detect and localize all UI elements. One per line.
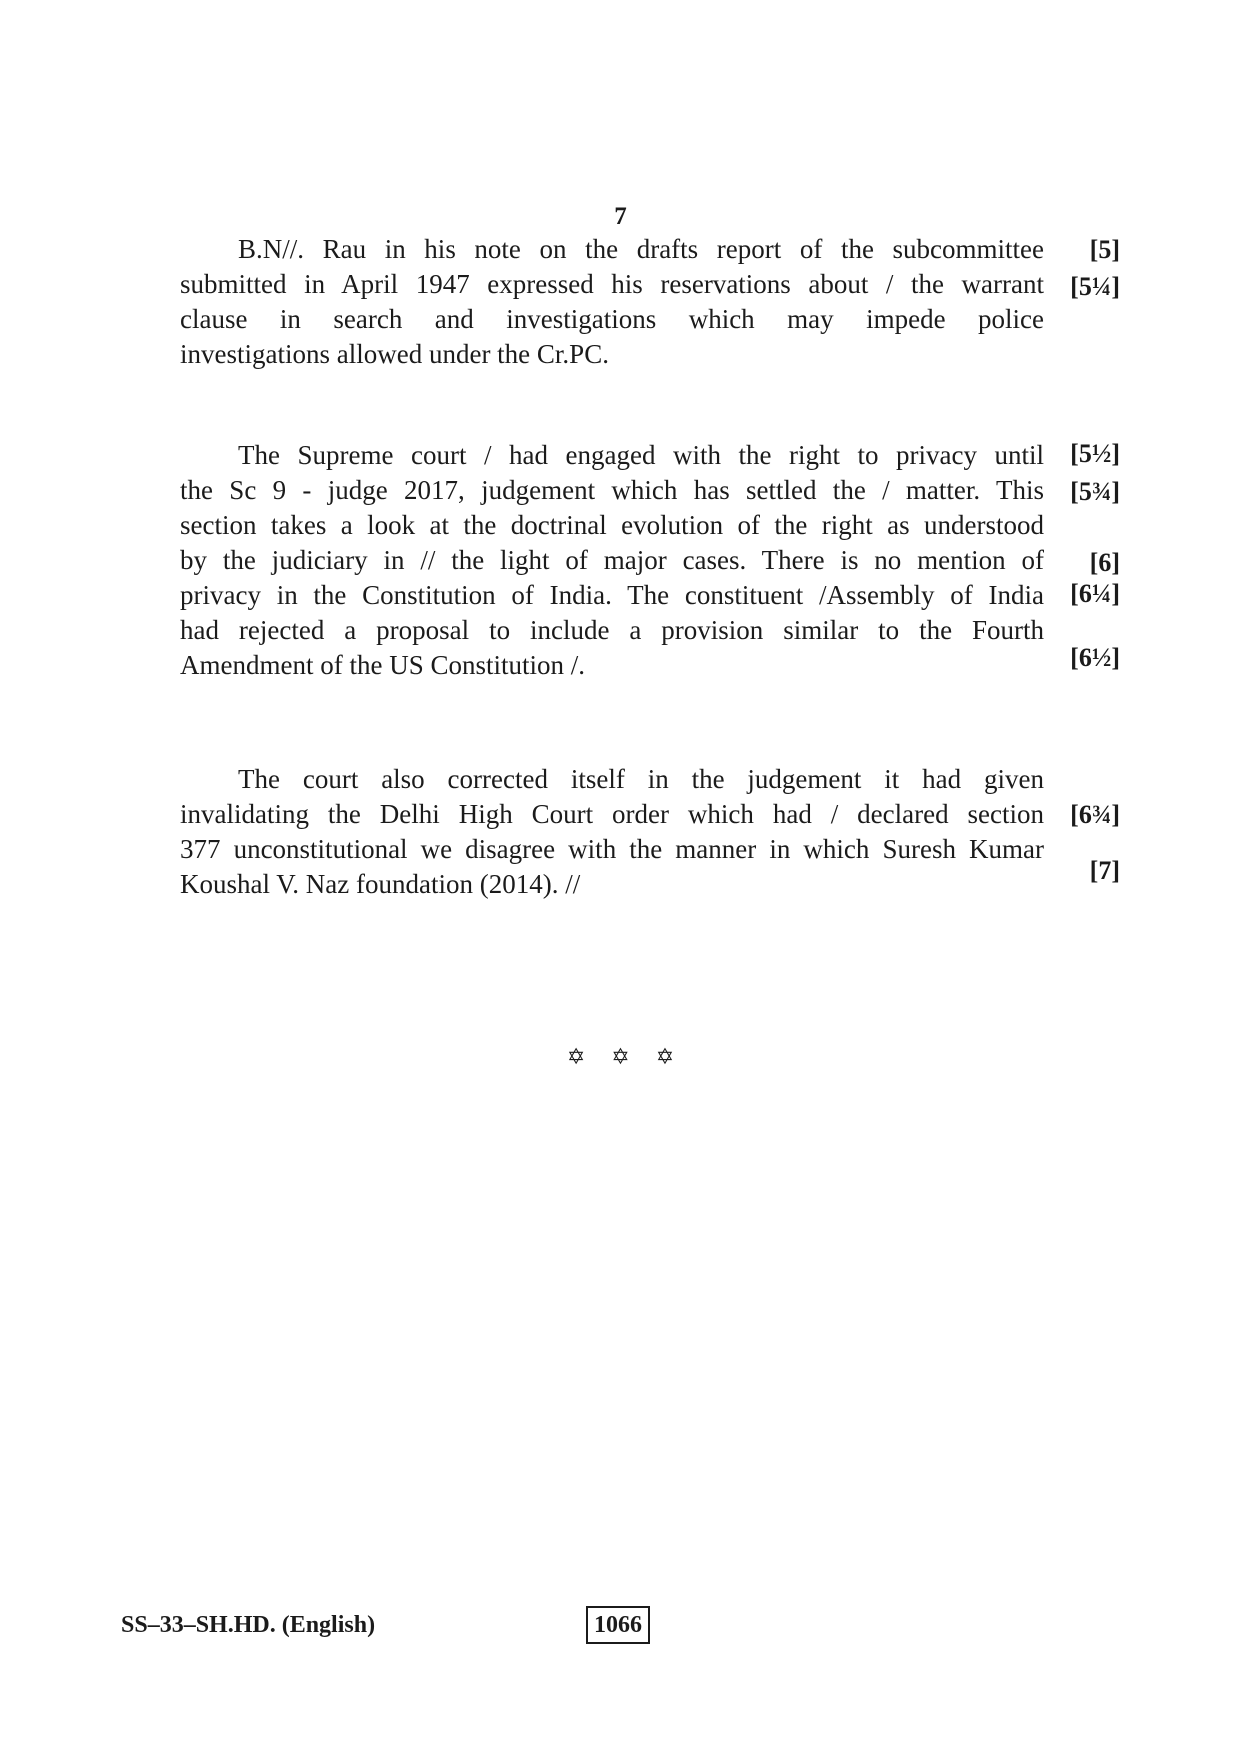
- dictation-marker: [5¼]: [1070, 272, 1120, 301]
- text-line: the Sc 9 - judge 2017, judgement which has settled the / matter. This: [180, 475, 1044, 505]
- dictation-marker: [7]: [1089, 856, 1120, 885]
- text-line: The court also corrected itself in the judgement it had given: [238, 764, 1044, 794]
- dictation-marker: [6½]: [1070, 643, 1120, 672]
- text-line: 377 unconstitutional we disagree with the manner in which Suresh Kumar: [180, 834, 1044, 864]
- footer-code: SS–33–SH.HD. (English): [121, 1612, 376, 1638]
- text-line: invalidating the Delhi High Court order which had / declared section: [180, 799, 1044, 829]
- dictation-marker: [6¾]: [1070, 800, 1120, 829]
- text-line: Amendment of the US Constitution /.: [180, 650, 585, 680]
- text-line: section takes a look at the doctrinal evolution of the right as understood: [180, 510, 1044, 540]
- dictation-marker: [5¾]: [1070, 477, 1120, 506]
- dictation-marker: [5½]: [1070, 439, 1120, 468]
- end-separator-stars: ✡✡✡: [566, 1044, 701, 1069]
- page-number: 7: [614, 203, 627, 230]
- text-line: privacy in the Constitution of India. The constituent /Assembly of India: [180, 580, 1044, 610]
- text-line: submitted in April 1947 expressed his reservations about / the warrant: [180, 269, 1044, 299]
- text-line: clause in search and investigations which may impede police: [180, 304, 1044, 334]
- footer-page-box: 1066: [586, 1606, 650, 1644]
- text-line: by the judiciary in // the light of major cases. There is no mention of: [180, 545, 1044, 575]
- text-line: investigations allowed under the Cr.PC.: [180, 339, 609, 369]
- dictation-marker: [5]: [1089, 235, 1120, 264]
- dictation-marker: [6¼]: [1070, 579, 1120, 608]
- text-line: The Supreme court / had engaged with the right to privacy until: [238, 440, 1044, 470]
- text-line: B.N//. Rau in his note on the drafts report of the subcommittee: [238, 234, 1044, 264]
- dictation-marker: [6]: [1089, 548, 1120, 577]
- text-line: Koushal V. Naz foundation (2014). //: [180, 869, 581, 899]
- text-line: had rejected a proposal to include a provision similar to the Fourth: [180, 615, 1044, 645]
